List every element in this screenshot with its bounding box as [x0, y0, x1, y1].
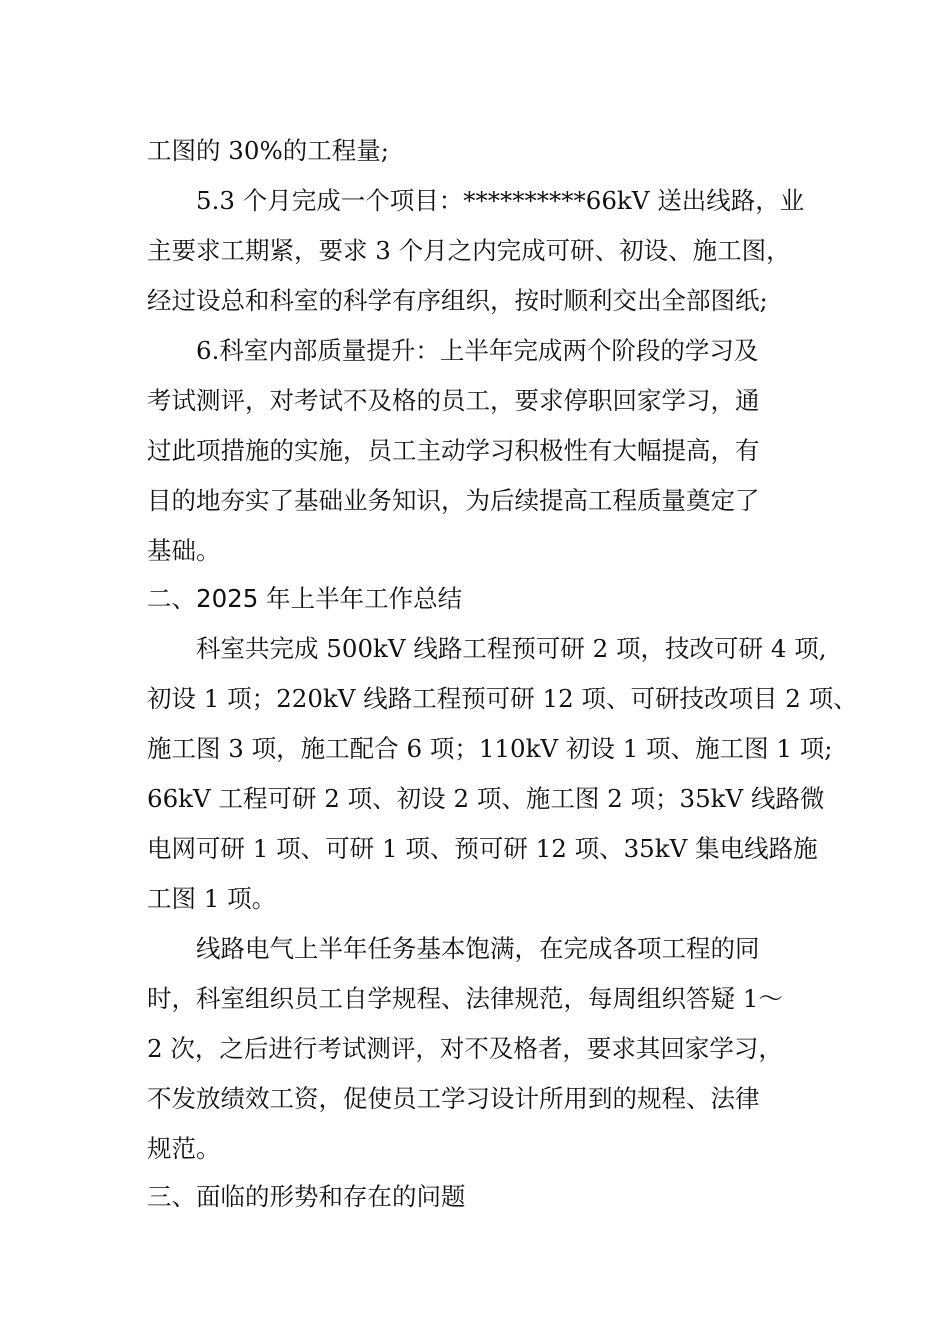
section-heading: 三、面临的形势和存在的问题: [147, 1182, 466, 1211]
section-heading: 二、2025 年上半年工作总结: [147, 584, 463, 613]
paragraph-line: 规范。: [147, 1134, 221, 1163]
paragraph-line: 工图 1 项。: [147, 884, 277, 913]
paragraph-line: 工图的 30%的工程量;: [147, 136, 389, 165]
paragraph-line: 时，科室组织员工自学规程、法律规范，每周组织答疑 1～: [147, 984, 783, 1013]
paragraph-line: 5.3 个月完成一个项目：**********66kV 送出线路，业: [196, 186, 805, 215]
paragraph-line: 2 次，之后进行考试测评，对不及格者，要求其回家学习，: [147, 1034, 783, 1063]
paragraph-line: 过此项措施的实施，员工主动学习积极性有大幅提高，有: [147, 436, 760, 465]
paragraph-line: 电网可研 1 项、可研 1 项、预可研 12 项、35kV 集电线路施: [147, 834, 818, 863]
paragraph-line: 66kV 工程可研 2 项、初设 2 项、施工图 2 项；35kV 线路微: [147, 784, 825, 813]
paragraph-line: 考试测评，对考试不及格的员工，要求停职回家学习，通: [147, 386, 760, 415]
paragraph-line: 6.科室内部质量提升：上半年完成两个阶段的学习及: [196, 336, 759, 365]
paragraph-line: 主要求工期紧，要求 3 个月之内完成可研、初设、施工图，: [147, 236, 791, 265]
paragraph-line: 施工图 3 项，施工配合 6 项；110kV 初设 1 项、施工图 1 项;: [147, 734, 833, 763]
paragraph-line: 科室共完成 500kV 线路工程预可研 2 项，技改可研 4 项,: [196, 634, 827, 663]
paragraph-line: 基础。: [147, 536, 221, 565]
paragraph-line: 经过设总和科室的科学有序组织，按时顺利交出全部图纸;: [147, 286, 768, 315]
paragraph-line: 目的地夯实了基础业务知识，为后续提高工程质量奠定了: [147, 486, 760, 515]
paragraph-line: 线路电气上半年任务基本饱满，在完成各项工程的同: [196, 934, 760, 963]
paragraph-line: 不发放绩效工资，促使员工学习设计所用到的规程、法律: [147, 1084, 760, 1113]
paragraph-line: 初设 1 项；220kV 线路工程预可研 12 项、可研技改项目 2 项、: [147, 684, 858, 713]
